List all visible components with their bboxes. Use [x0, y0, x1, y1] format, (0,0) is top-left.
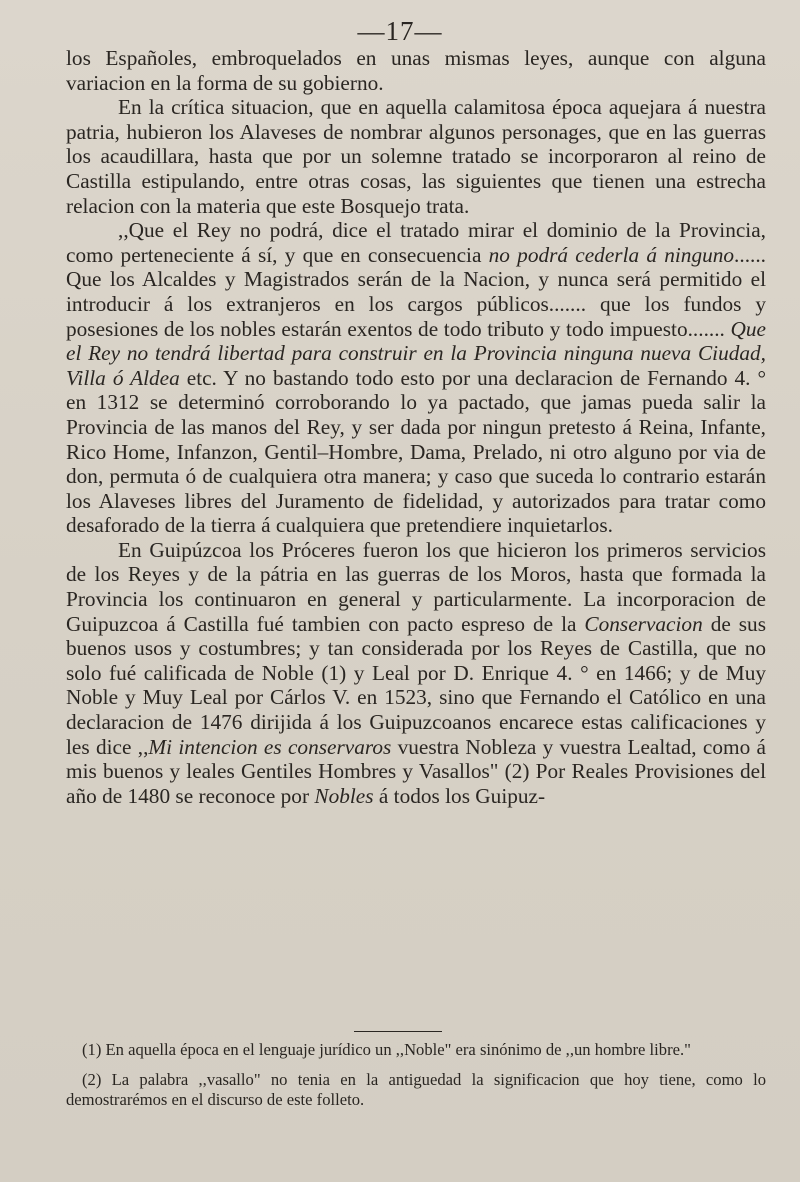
paragraph-2 — [66, 95, 766, 218]
text-segment: ...... Que los Alcaldes y Magistrados serán de la Nacion, y nunca será permitido el introducir á los extranjeros en los cargos públicos....... que los fundos y posesiones de los nobles estarán exentos de todo tributo y todo impuesto....... — [66, 242, 766, 341]
footnote-divider — [354, 1031, 442, 1032]
italic-segment: Que el Rey no tendrá libertad para construir en la Provincia ninguna nueva Ciudad, Villa ó Aldea — [66, 316, 766, 390]
text-segment: vuestra Nobleza y vuestra Lealtad, como á mis buenos y leales Gentiles Hombres y Vasallos" (2) Por Reales Provisiones del año de 1480 se reconoce por — [66, 734, 766, 808]
italic-segment: Conservacion — [584, 611, 703, 636]
text-segment: ,,Que el Rey no podrá, dice el tratado mirar el dominio de la Provincia, como perteneciente á sí, y que en consecuencia — [66, 218, 766, 267]
footnotes — [66, 1040, 766, 1118]
text-segment: de sus buenos usos y costumbres; y tan considerada por los Reyes de Castilla, que no solo fué calificada de Noble (1) y Leal por D. Enrique 4. ° en 1466; y de Muy Noble y Muy Leal por Cárlos V. en 1523, sino que Fernando el Católico en una declaracion de 1476 dirijida á los Guipuzcoanos encarece estas calificaciones y les dice ,, — [66, 611, 766, 759]
footnote-2: (2) La palabra ,,vasallo" no tenia en la antiguedad la significacion que hoy tiene, como lo demostrarémos en el discurso de este folleto. — [66, 1070, 766, 1109]
paragraph-3 — [66, 218, 766, 538]
italic-segment: Nobles — [314, 783, 374, 808]
text-segment: los Españoles, embroquelados en unas mismas leyes, aunque con alguna variacion en la forma de su gobierno. — [66, 46, 766, 95]
italic-segment: Mi intencion es conservaros — [148, 734, 392, 759]
italic-segment: no podrá cederla á ninguno — [488, 242, 735, 267]
footnote-1: (1) En aquella época en el lenguaje jurídico un ,,Noble" era sinónimo de ,,un hombre libre." — [82, 1040, 691, 1059]
body-text — [66, 46, 766, 808]
text-segment: En la crítica situacion, que en aquella calamitosa época aquejara á nuestra patria, hubieron los Alaveses de nombrar algunos personages, que en las guerras los acaudillara, hasta que por un solemne tratado se incorporaron al reino de Castilla estipulando, entre otras cosas, las siguientes que tienen una estrecha relacion con la materia que este Bosquejo trata. — [66, 95, 766, 218]
page-number: —17— — [357, 16, 443, 46]
text-segment: En Guipúzcoa los Próceres fueron los que hicieron los primeros servicios de los Reyes y de la pátria en las guerras de los Moros, hasta que formada la Provincia los continuaron en general y particularmente. La incorporacion de Guipuzcoa á Castilla fué tambien con pacto espreso de la — [66, 537, 766, 636]
text-segment: á todos los Guipuz- — [373, 783, 546, 808]
text-segment: etc. Y no bastando todo esto por una declaracion de Fernando 4. ° en 1312 se determinó corroborando lo ya pactado, que jamas pueda salir la Provincia de las manos del Rey, y ser dada por ningun pretesto á Reina, Infante, Rico Home, Infanzon, Gentil–Hombre, Dama, Prelado, ni otro alguno por via de don, permuta ó de cualquiera otra manera; y caso que suceda lo contrario estarán los Alaveses libres del Juramento de fidelidad, y autorizados para tratar como desaforado de la tierra á cualquiera que pretendiere inquietarlos. — [66, 365, 766, 538]
paragraph-1 — [66, 46, 766, 95]
paragraph-4 — [66, 538, 766, 809]
